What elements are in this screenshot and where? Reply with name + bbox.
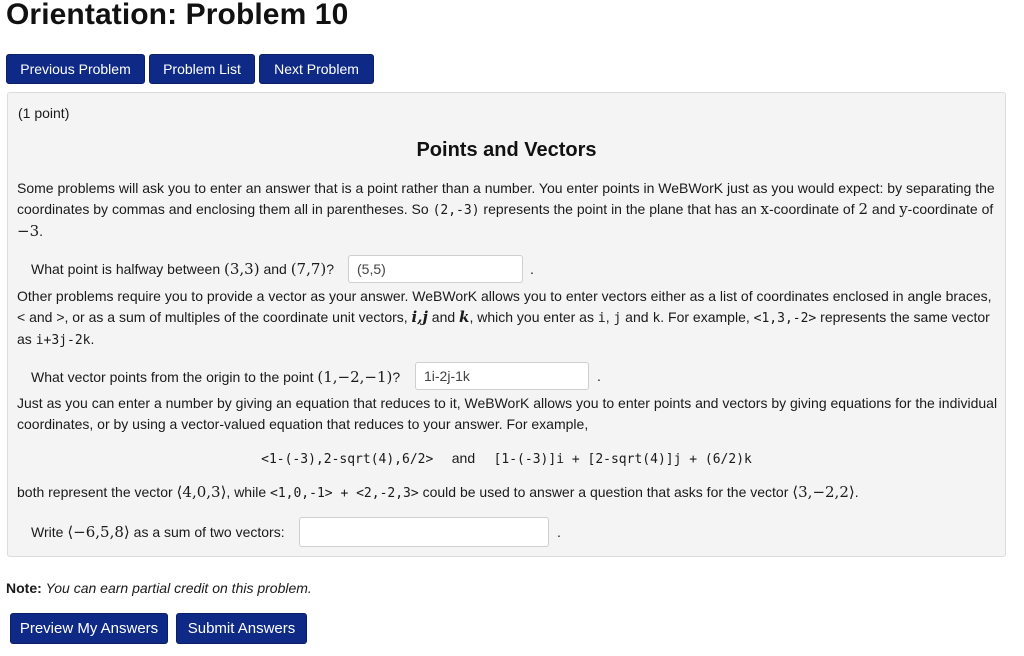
answer-period: .: [530, 261, 534, 277]
answer-input-sum[interactable]: [299, 517, 549, 547]
question-midpoint: What point is halfway between (3,3) and (7,7)?: [31, 260, 335, 278]
answer-input-vector[interactable]: [415, 362, 589, 390]
submit-answers-button[interactable]: Submit Answers: [176, 613, 307, 644]
point-value: (1 point): [18, 105, 70, 121]
preview-answers-button[interactable]: Preview My Answers: [10, 613, 168, 644]
equations-explanation: Just as you can enter a number by giving an equation that reduces to it, WeBWorK allows you to enter points and vectors by giving equations for the individual coordinates, or by using a vector-valued equation that reduces to your answer. For example,: [17, 395, 998, 432]
equation-unit-form: [1-(-3)]i + [2-sqrt(4)]j + (6/2)k: [493, 452, 752, 467]
vectors-explanation: Other problems require you to provide a vector as your answer. WeBWorK allows you to enter vectors either as a list of coordinates enclosed in angle braces, < and >, or as a sum of multiples of the coordinate unit vectors, i,j and k, which you enter as i, j and k. For example, <1,3,-2> represents the same vector as i+3j-2k.: [17, 288, 992, 348]
problem-panel: [7, 92, 1006, 557]
equation-and: and: [451, 450, 476, 466]
next-problem-button[interactable]: Next Problem: [259, 54, 374, 84]
problem-heading: Points and Vectors: [416, 139, 597, 161]
answer-input-midpoint[interactable]: [348, 255, 523, 283]
page-title: Orientation: Problem 10: [6, 0, 349, 31]
equation-angle-form: <1-(-3),2-sqrt(4),6/2>: [261, 452, 434, 467]
answer-period: .: [557, 524, 561, 540]
previous-problem-button[interactable]: Previous Problem: [6, 54, 145, 84]
question-vector: What vector points from the origin to the point (1,−2,−1)?: [31, 368, 401, 386]
partial-credit-note: Note: You can earn partial credit on this problem.: [6, 580, 312, 596]
points-explanation: Some problems will ask you to enter an answer that is a point rather than a number. You enter points in WeBWorK just as you would expect: by separating the coordinates by commas and enclosing them all in parentheses. So (2,-3) represents the point in the plane that has an x-coordinate of 2 and y-coordinate of −3.: [17, 180, 995, 240]
vector-sum-explanation: both represent the vector ⟨4,0,3⟩, while <1,0,-1> + <2,-2,3> could be used to answer a question that asks for the vector ⟨3,−2,2⟩.: [17, 483, 859, 501]
question-sum: Write ⟨−6,5,8⟩ as a sum of two vectors:: [31, 523, 285, 541]
equation-examples: [8, 450, 1005, 468]
problem-list-button[interactable]: Problem List: [149, 54, 255, 84]
answer-period: .: [597, 368, 601, 384]
